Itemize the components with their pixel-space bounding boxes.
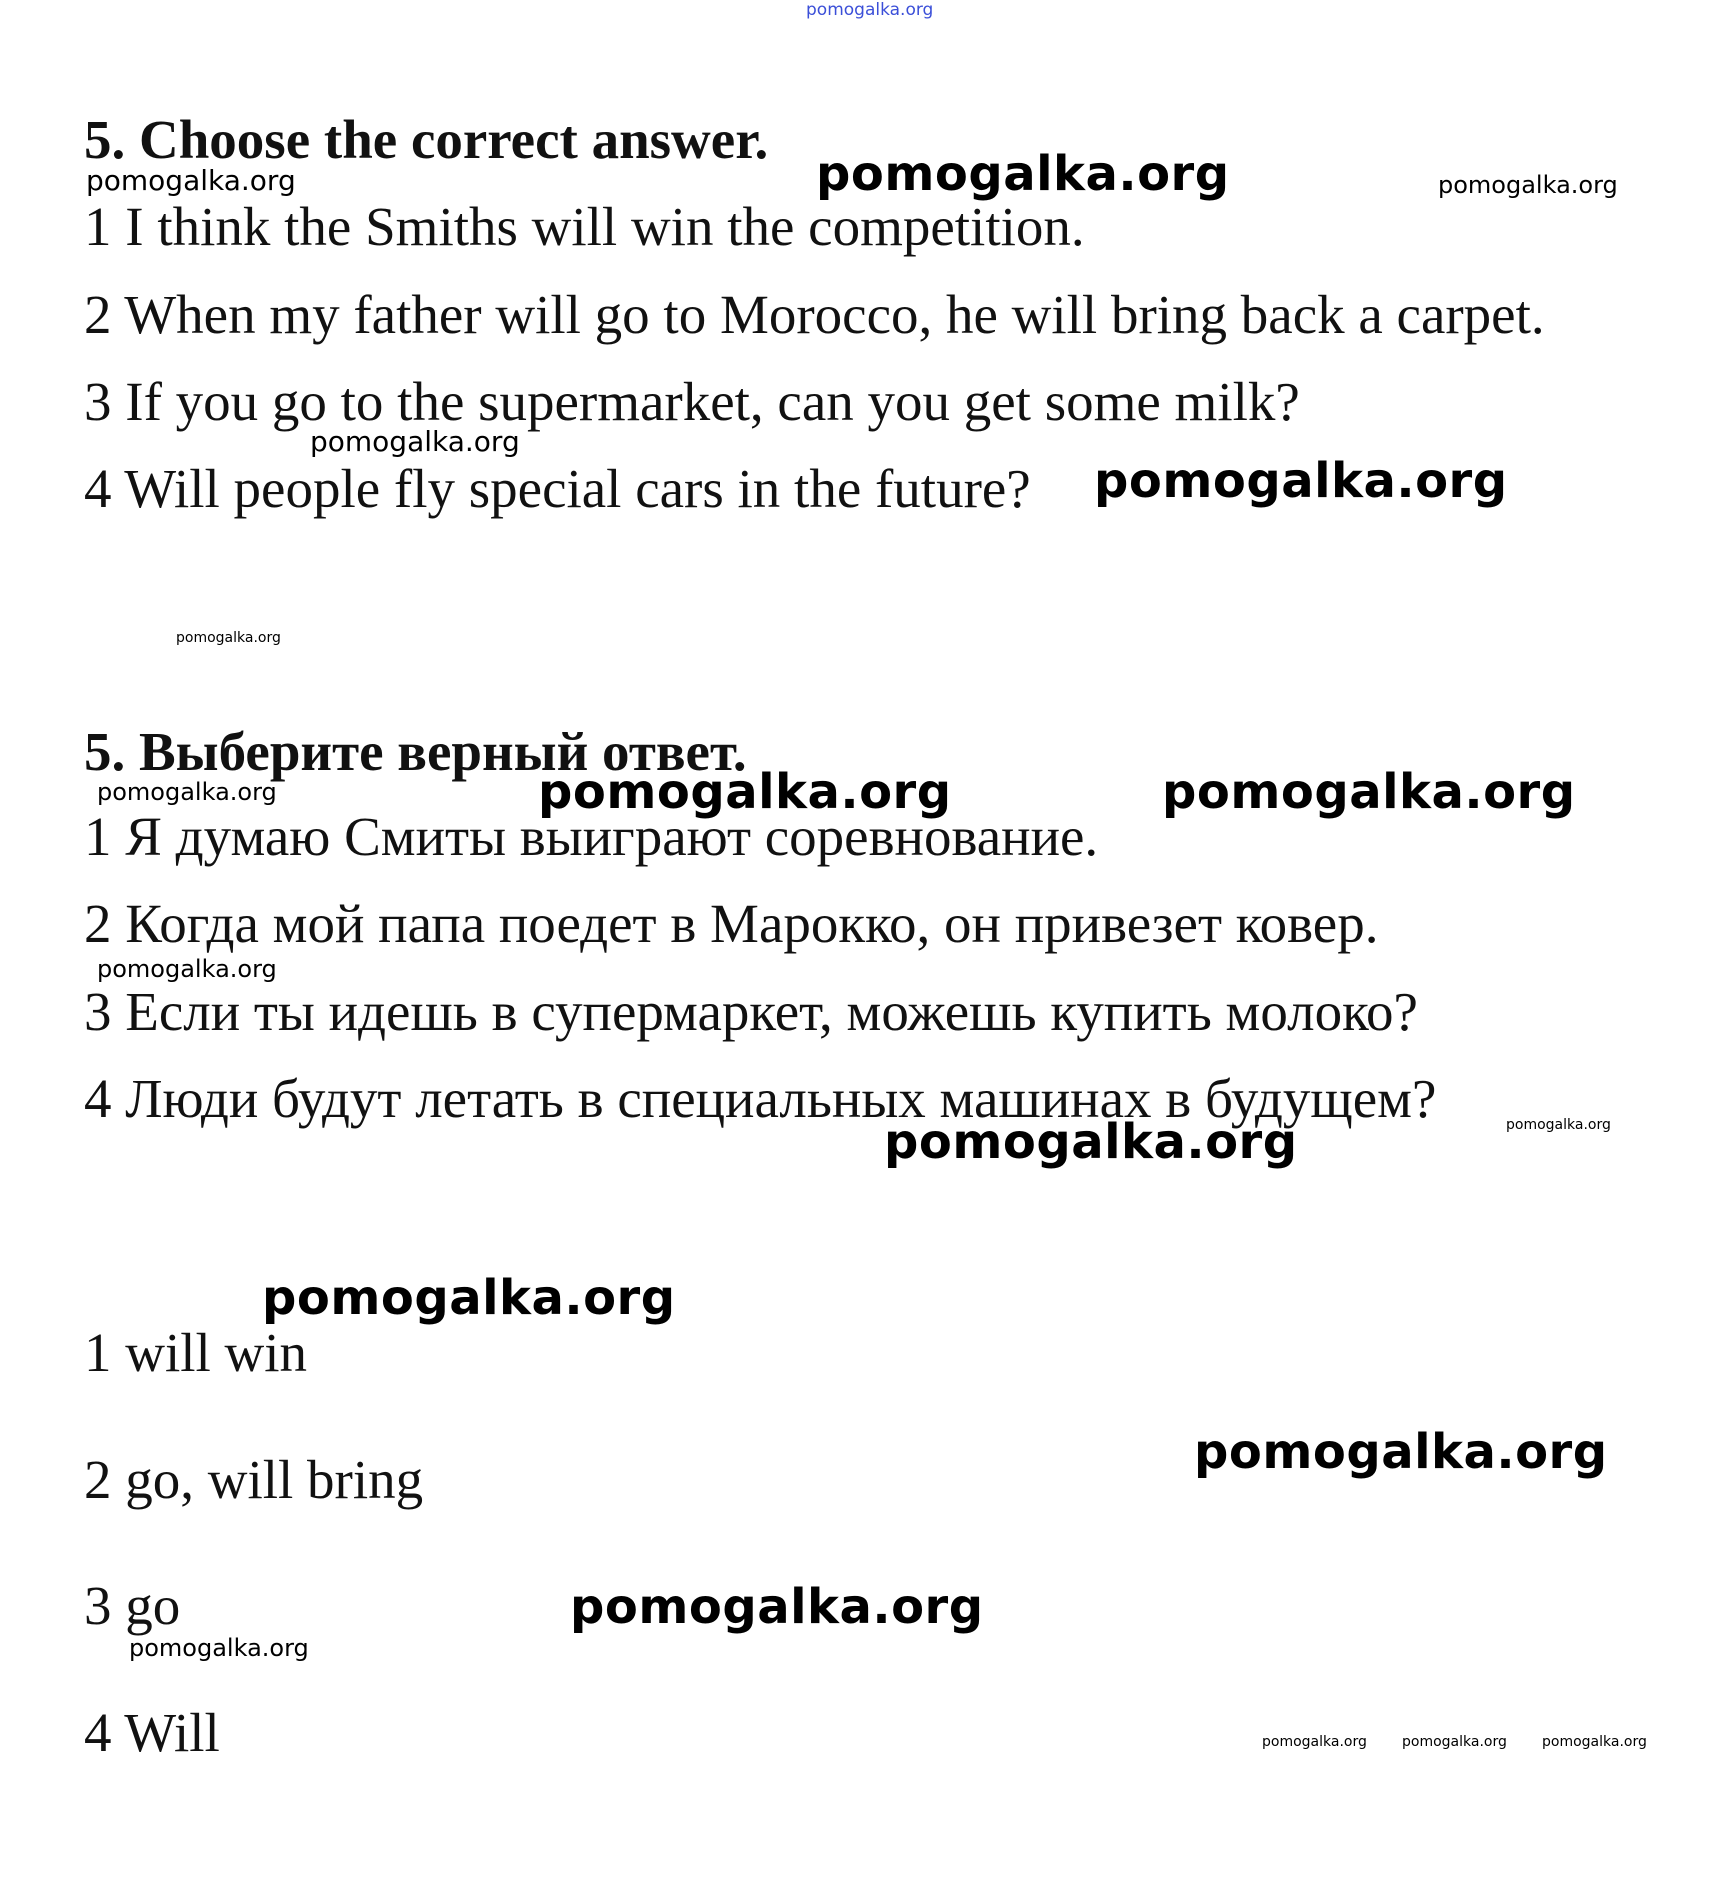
answer-3: 3 go — [84, 1575, 181, 1636]
english-sentence-2: 2 When my father will go to Morocco, he will bring back a carpet. — [84, 284, 1545, 345]
russian-heading: 5. Выберите верный ответ. — [84, 721, 747, 782]
english-heading: 5. Choose the correct answer. — [84, 109, 769, 170]
watermark-text: pomogalka.org — [1262, 1734, 1367, 1750]
watermark-text: pomogalka.org — [1506, 1117, 1611, 1133]
watermark-text: pomogalka.org — [570, 1579, 984, 1635]
russian-sentence-3: 3 Если ты идешь в супермаркет, можешь купить молоко? — [84, 981, 1418, 1042]
watermark-text: pomogalka.org — [1438, 171, 1618, 199]
watermark-text: pomogalka.org — [538, 764, 952, 820]
watermark-text: pomogalka.org — [1542, 1734, 1647, 1750]
english-sentence-1: 1 I think the Smiths will win the competition. — [84, 196, 1085, 257]
russian-sentence-4: 4 Люди будут летать в специальных машинах в будущем? — [84, 1068, 1437, 1129]
watermark-text: pomogalka.org — [1162, 764, 1576, 820]
watermark-text: pomogalka.org — [1094, 453, 1508, 509]
watermark-text: pomogalka.org — [1402, 1734, 1507, 1750]
watermark-text: pomogalka.org — [1194, 1424, 1608, 1480]
russian-sentence-1: 1 Я думаю Смиты выиграют соревнование. — [84, 806, 1099, 867]
russian-sentence-2: 2 Когда мой папа поедет в Марокко, он привезет ковер. — [84, 893, 1379, 954]
watermark-text: pomogalka.org — [816, 146, 1230, 202]
english-sentence-3: 3 If you go to the supermarket, can you get some milk? — [84, 371, 1300, 432]
watermark-text: pomogalka.org — [262, 1270, 676, 1326]
english-sentence-4: 4 Will people fly special cars in the future? — [84, 458, 1031, 519]
answer-1: 1 will win — [84, 1322, 308, 1383]
watermark-text: pomogalka.org — [129, 1634, 309, 1662]
answer-4: 4 Will — [84, 1702, 220, 1763]
watermark-text: pomogalka.org — [176, 630, 281, 646]
watermark-text: pomogalka.org — [310, 425, 520, 458]
watermark-text: pomogalka.org — [86, 164, 296, 197]
watermark-text: pomogalka.org — [97, 778, 277, 806]
header-watermark: pomogalka.org — [806, 0, 934, 20]
watermark-text: pomogalka.org — [97, 955, 277, 983]
answer-2: 2 go, will bring — [84, 1449, 424, 1510]
watermark-text: pomogalka.org — [884, 1114, 1298, 1170]
